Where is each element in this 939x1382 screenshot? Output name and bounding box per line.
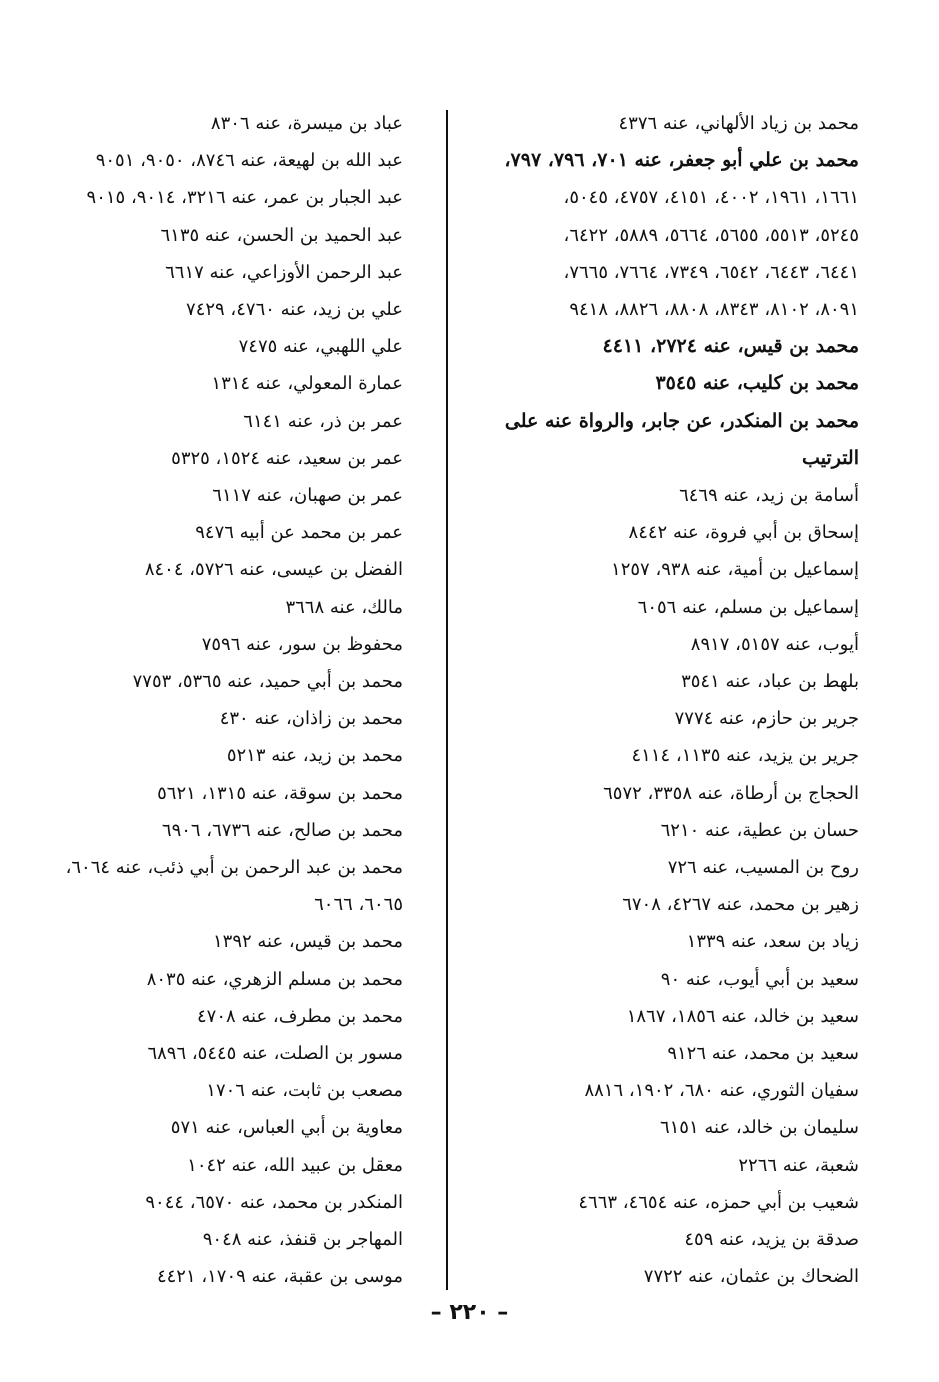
index-entry: معاوية بن أبي العباس، عنه ٥٧١ (170, 1117, 403, 1139)
index-entry: معقل بن عبيد الله، عنه ١٠٤٢ (187, 1154, 403, 1176)
index-entry: محمد بن كليب، عنه ٣٥٤٥ (655, 372, 859, 395)
index-entry: عمر بن ذر، عنه ٦١٤١ (243, 410, 403, 432)
index-entry: عمر بن سعيد، عنه ١٥٢٤، ٥٣٢٥ (171, 447, 403, 469)
index-entry: جرير بن حازم، عنه ٧٧٧٤ (674, 708, 859, 730)
index-entry: ٦٤٤١، ٦٤٤٣، ٦٥٤٢، ٧٣٤٩، ٧٦٦٤، ٧٦٦٥، (563, 261, 859, 283)
index-entry: عبد الله بن لهيعة، عنه ٨٧٤٦، ٩٠٥٠، ٩٠٥١ (95, 150, 403, 172)
index-entry: زياد بن سعد، عنه ١٣٣٩ (686, 931, 859, 953)
index-entry: الفضل بن عيسى، عنه ٥٧٢٦، ٨٤٠٤ (144, 559, 403, 581)
index-entry: بلهط بن عباد، عنه ٣٥٤١ (681, 671, 859, 693)
index-entry: سفيان الثوري، عنه ٦٨٠، ١٩٠٢، ٨٨١٦ (584, 1080, 859, 1102)
index-entry: محمد بن علي أبو جعفر، عنه ٧٠١، ٧٩٦، ٧٩٧، (504, 149, 859, 172)
index-entry: الضحاك بن عثمان، عنه ٧٧٢٢ (643, 1266, 859, 1288)
index-entry: روح بن المسيب، عنه ٧٢٦ (667, 857, 859, 879)
index-entry: مسور بن الصلت، عنه ٥٤٤٥، ٦٨٩٦ (147, 1043, 403, 1065)
index-entry: صدقة بن يزيد، عنه ٤٥٩ (684, 1229, 859, 1251)
index-entry: عبد الجبار بن عمر، عنه ٣٢١٦، ٩٠١٤، ٩٠١٥ (86, 187, 403, 209)
index-entry: محمد بن عبد الرحمن بن أبي ذئب، عنه ٦٠٦٤، (65, 857, 403, 879)
index-entry: محمد بن قيس، عنه ٢٧٢٤، ٤٤١١ (602, 335, 859, 358)
index-entry: عمر بن صهبان، عنه ٦١١٧ (212, 485, 403, 507)
index-entry: ٦٠٦٥، ٦٠٦٦ (314, 894, 403, 916)
index-entry: محمد بن زيد، عنه ٥٢١٣ (226, 745, 403, 767)
index-entry: سعيد بن خالد، عنه ١٨٥٦، ١٨٦٧ (626, 1005, 859, 1027)
index-entry: المهاجر بن قنفذ، عنه ٩٠٤٨ (202, 1229, 403, 1251)
index-entry: محمد بن زياد الألهاني، عنه ٤٣٧٦ (618, 113, 859, 134)
index-entry: علي اللهبي، عنه ٧٤٧٥ (238, 336, 403, 358)
index-entry: محمد بن صالح، عنه ٦٧٣٦، ٦٩٠٦ (161, 819, 403, 841)
index-entry: جرير بن يزيد، عنه ١١٣٥، ٤١١٤ (631, 745, 859, 767)
index-entry: عمارة المعولي، عنه ١٣١٤ (211, 373, 403, 395)
index-entry: موسى بن عقبة، عنه ١٧٠٩، ٤٤٢١ (156, 1266, 403, 1288)
index-entry: علي بن زيد، عنه ٤٧٦٠، ٧٤٢٩ (186, 299, 403, 321)
index-entry: شعيب بن أبي حمزه، عنه ٤٦٥٤، ٤٦٦٣ (578, 1191, 859, 1213)
index-entry: شعبة، عنه ٢٢٦٦ (738, 1154, 859, 1176)
index-entry: إسحاق بن أبي فروة، عنه ٨٤٤٢ (628, 522, 859, 544)
index-entry: الحجاج بن أرطاة، عنه ٣٣٥٨، ٦٥٧٢ (603, 782, 859, 804)
index-entry: محمد بن زاذان، عنه ٤٣٠ (219, 708, 403, 730)
index-entry: عبد الرحمن الأوزاعي، عنه ٦٦١٧ (165, 261, 403, 283)
index-entry: ٥٢٤٥، ٥٥١٣، ٥٦٥٥، ٥٦٦٤، ٥٨٨٩، ٦٤٢٢، (563, 224, 859, 246)
index-entry: محمد بن سوقة، عنه ١٣١٥، ٥٦٢١ (157, 782, 403, 804)
index-entry: إسماعيل بن أمية، عنه ٩٣٨، ١٢٥٧ (611, 559, 859, 581)
index-entry: عباد بن ميسرة، عنه ٨٣٠٦ (210, 113, 403, 134)
index-entry: أيوب، عنه ٥١٥٧، ٨٩١٧ (690, 633, 859, 655)
index-entry: محمد بن قيس، عنه ١٣٩٢ (212, 931, 403, 953)
index-entry: سعيد بن محمد، عنه ٩١٢٦ (667, 1043, 859, 1065)
index-entry: سليمان بن خالد، عنه ٦١٥١ (659, 1117, 859, 1139)
index-entry: محمد بن مطرف، عنه ٤٧٠٨ (196, 1005, 403, 1027)
index-entry: محمد بن أبي حميد، عنه ٥٣٦٥، ٧٧٥٣ (132, 671, 403, 693)
index-entry: مصعب بن ثابت، عنه ١٧٠٦ (206, 1080, 403, 1102)
index-entry: ١٦٦١، ١٩٦١، ٤٠٠٢، ٤١٥١، ٤٧٥٧، ٥٠٤٥، (563, 187, 859, 209)
index-entry: سعيد بن أبي أيوب، عنه ٩٠ (660, 968, 859, 990)
index-entry: أسامة بن زيد، عنه ٦٤٦٩ (679, 485, 859, 507)
index-entry: عبد الحميد بن الحسن، عنه ٦١٣٥ (160, 224, 403, 246)
index-entry: محفوظ بن سور، عنه ٧٥٩٦ (201, 633, 403, 655)
index-entry: إسماعيل بن مسلم، عنه ٦٠٥٦ (637, 596, 859, 618)
index-entry: حسان بن عطية، عنه ٦٢١٠ (660, 819, 859, 841)
index-entry: ٨٠٩١، ٨١٠٢، ٨٣٤٣، ٨٨٠٨، ٨٨٢٦، ٩٤١٨ (569, 299, 859, 321)
right-column (459, 105, 859, 1296)
index-entry: زهير بن محمد، عنه ٤٢٦٧، ٦٧٠٨ (622, 894, 859, 916)
index-entry: محمد بن المنكدر، عن جابر، والرواة عنه على الترتيب (504, 409, 859, 469)
left-column (8, 105, 403, 1296)
index-entry: عمر بن محمد عن أبيه ٩٤٧٦ (195, 522, 403, 544)
index-entry: المنكدر بن محمد، عنه ٦٥٧٠، ٩٠٤٤ (145, 1191, 403, 1213)
page-number: – ٢٢٠ – (430, 1300, 509, 1325)
column-divider (446, 110, 448, 1290)
index-entry: محمد بن مسلم الزهري، عنه ٨٠٣٥ (146, 968, 403, 990)
index-entry: مالك، عنه ٣٦٦٨ (285, 596, 403, 618)
